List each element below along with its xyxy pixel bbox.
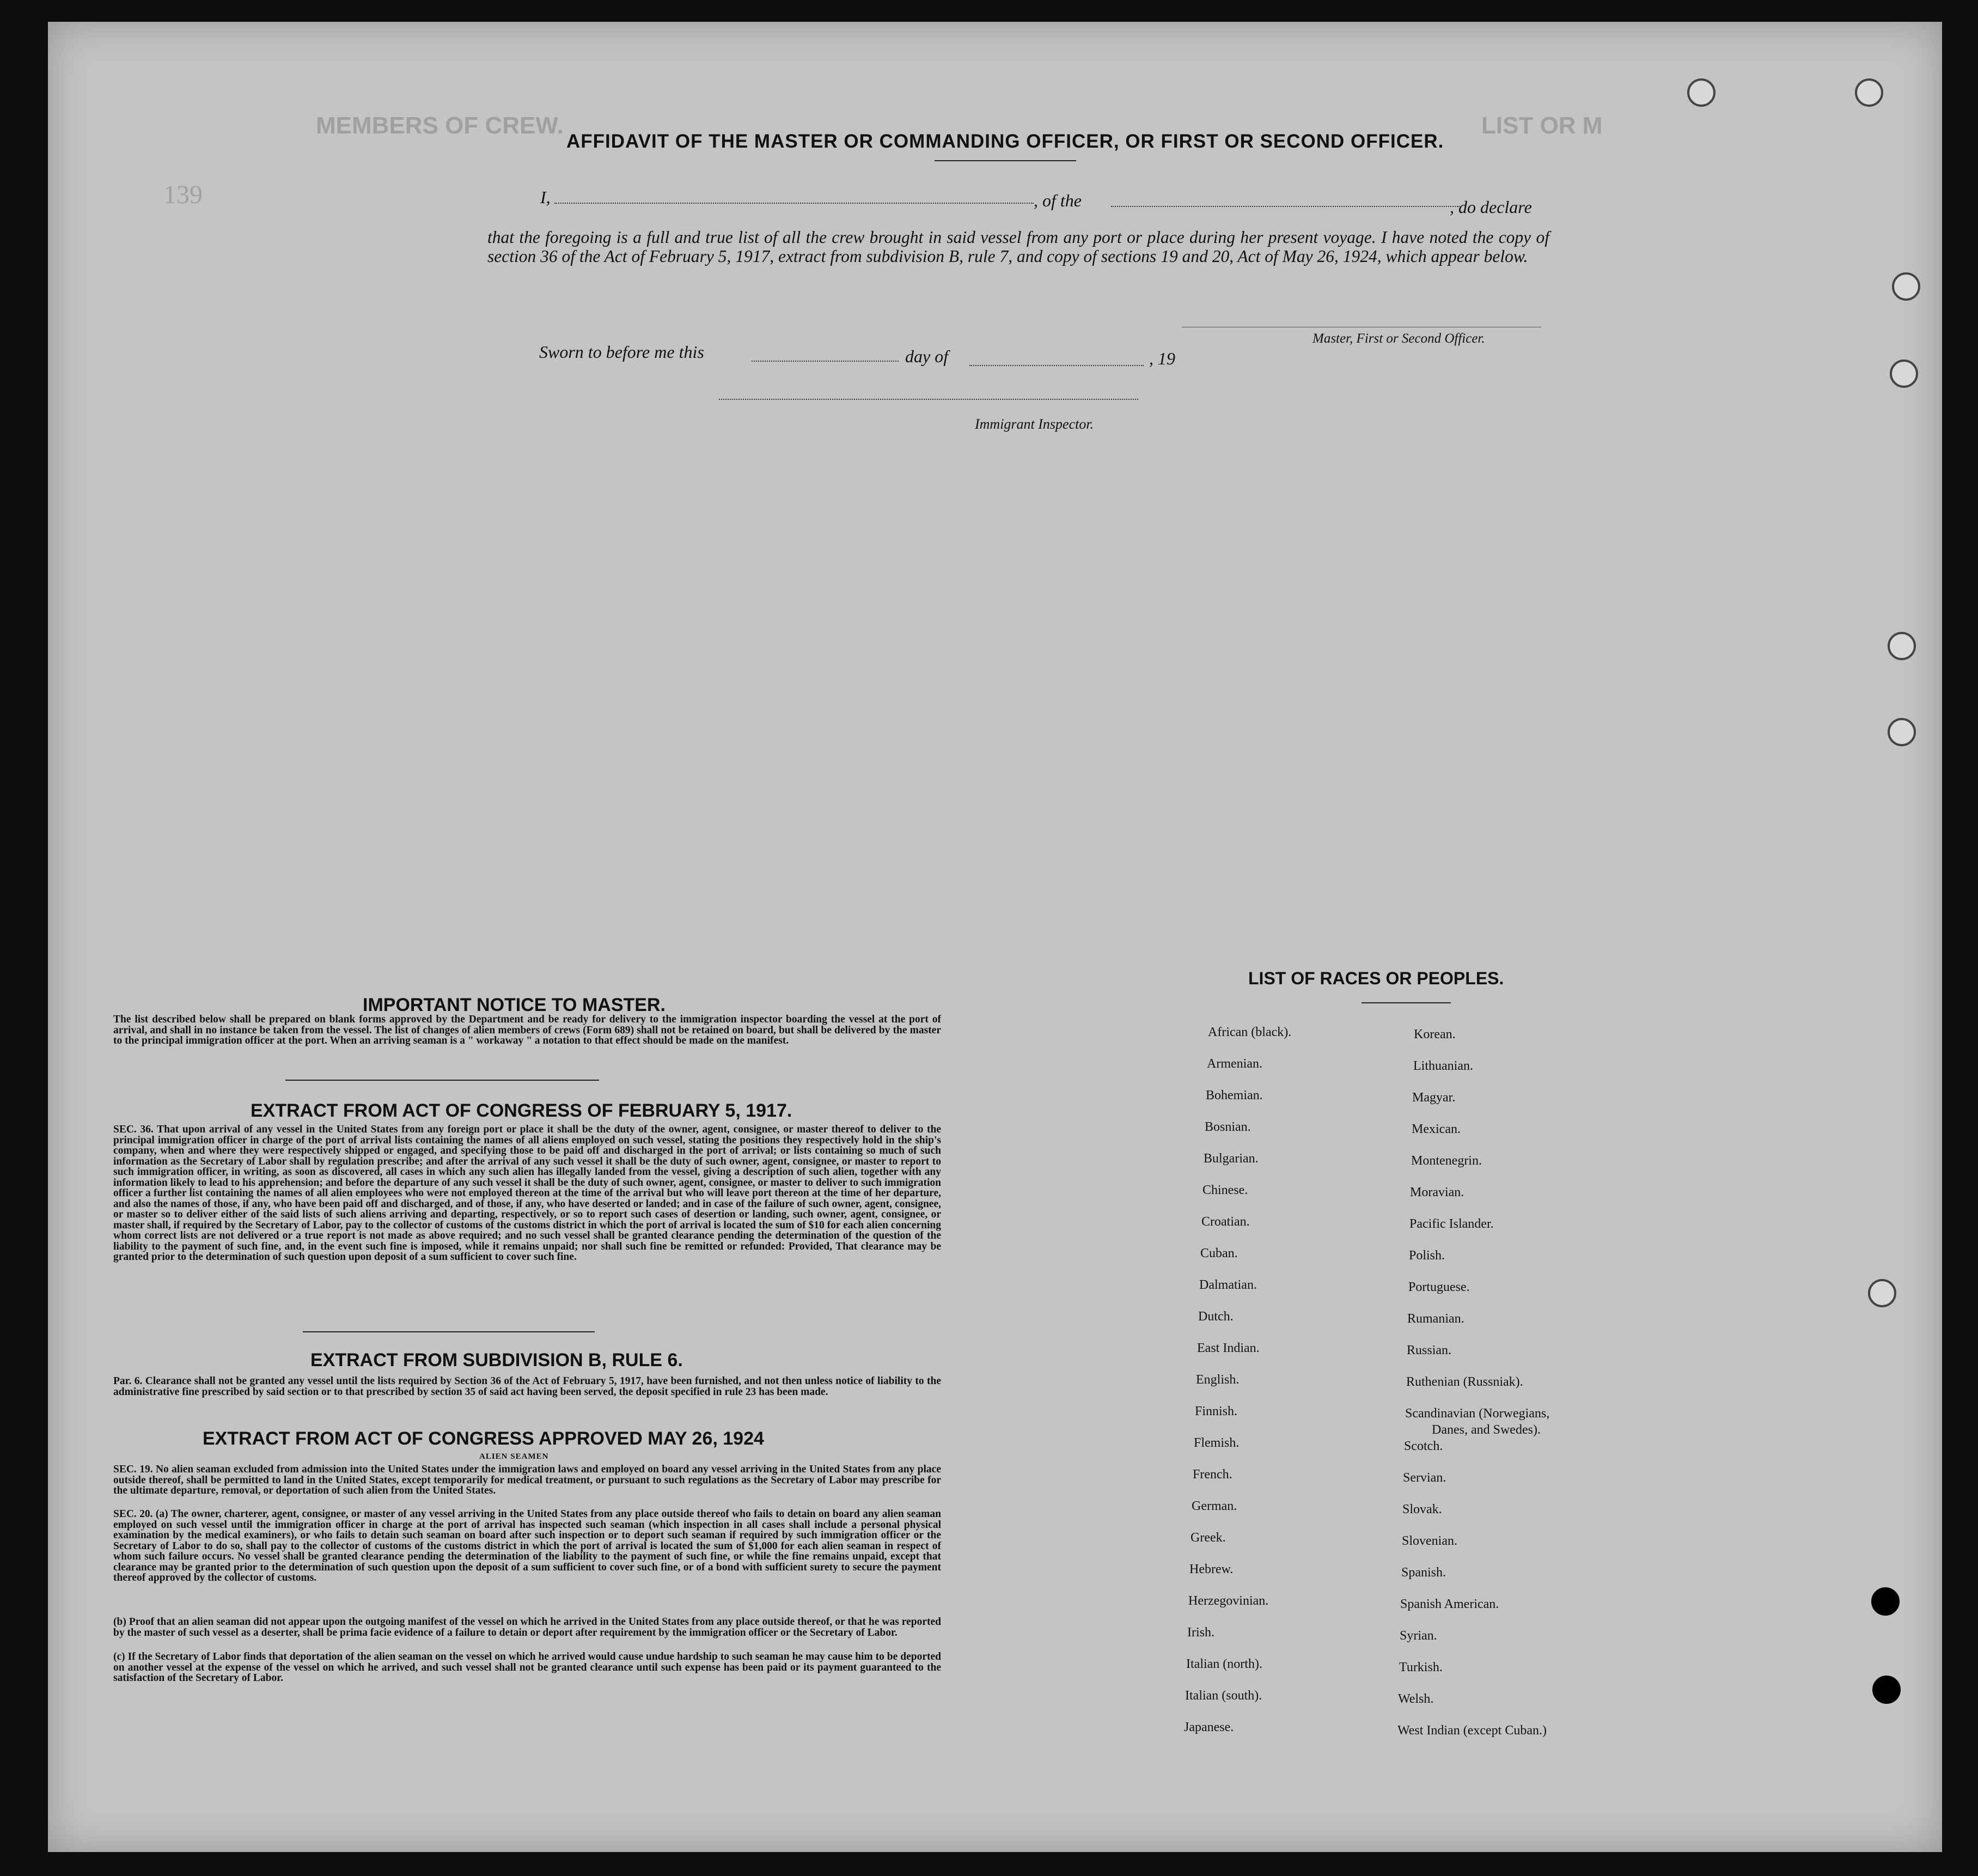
race-item: Chinese. bbox=[1202, 1183, 1248, 1197]
sec-19-text: SEC. 19. No alien seaman excluded from admission into the United States under the immigration laws and employed on board any vessel arriving in the United States from any place outside thereof, shall be permitted to land in the United States, except temporarily for medical treatment, or pursuant to such regulations as the Secretary of Labor may prescribe for the ultimate departure, removal, or deportation of such alien from the United States. bbox=[113, 1464, 941, 1496]
vessel-blank bbox=[1111, 206, 1460, 207]
race-item: Portuguese. bbox=[1408, 1280, 1470, 1294]
races-title: LIST OF RACES OR PEOPLES. bbox=[1248, 969, 1504, 988]
affidavit-title: AFFIDAVIT OF THE MASTER OR COMMANDING OFFICER, OR FIRST OR SECOND OFFICER. bbox=[566, 131, 1444, 152]
rule-6-title: EXTRACT FROM SUBDIVISION B, RULE 6. bbox=[310, 1350, 683, 1371]
race-item: Syrian. bbox=[1400, 1629, 1437, 1643]
month-blank bbox=[969, 365, 1144, 366]
notice-text: The list described below shall be prepared on blank forms approved by the Department and be ready for delivery to the immigration inspector boarding the vessel at the port of arrival, and shall in no instance be taken from the vessel. The list of changes of alien members of crews (Form 689) shall not be retained on board, but shall be delivered by the master to the principal immigration officer at the port. When an arriving seaman is a " workaway " a notation to that effect should be made on the manifest. bbox=[113, 1014, 941, 1046]
race-item: Slovenian. bbox=[1402, 1534, 1457, 1548]
punch-hole bbox=[1888, 632, 1916, 660]
race-item: Ruthenian (Russniak). bbox=[1406, 1375, 1523, 1389]
name-blank bbox=[554, 203, 1034, 204]
race-item: Spanish American. bbox=[1400, 1597, 1499, 1611]
race-item: Rumanian. bbox=[1407, 1312, 1464, 1326]
bleed-through-text: MEMBERS OF CREW. bbox=[316, 112, 564, 139]
race-item: Montenegrin. bbox=[1411, 1154, 1482, 1168]
race-item: Greek. bbox=[1191, 1531, 1226, 1545]
race-item: German. bbox=[1192, 1499, 1237, 1513]
race-item: Scotch. bbox=[1404, 1439, 1443, 1453]
inspector-signature-line bbox=[719, 399, 1138, 400]
punch-hole bbox=[1872, 1676, 1901, 1704]
race-item: East Indian. bbox=[1197, 1341, 1260, 1355]
divider bbox=[1362, 1002, 1451, 1003]
extract-1924-title: EXTRACT FROM ACT OF CONGRESS APPROVED MAY 26, 1924 bbox=[203, 1428, 764, 1449]
race-item: Croatian. bbox=[1201, 1215, 1250, 1229]
punch-hole bbox=[1888, 718, 1916, 746]
bleed-through-text: LIST OR M bbox=[1481, 112, 1603, 139]
race-item: Scandinavian (Norwegians, bbox=[1405, 1406, 1550, 1421]
year-label: , 19 bbox=[1149, 349, 1175, 368]
race-item: Polish. bbox=[1409, 1248, 1445, 1263]
sec-20a-text: SEC. 20. (a) The owner, charterer, agent, consignee, or master of any vessel arriving in the United States from any place outside thereof who fails to detain on board any alien seaman employed on such vessel until the immigration officer in charge at the port of arrival has inspected such seaman (which inspection in all cases shall include a personal physical examination by the medical examiners), or who fails to detain such seaman on board after such inspection or to deport such seaman if required by such immigration officer or the Secretary of Labor to do so, shall pay to the collector of customs of the customs district in which the port of arrival is located the sum of $1,000 for each alien seaman in respect of whom such failure occurs. No vessel shall be granted clearance pending the determination of the liability to the payment of such fine, or while the fine remains unpaid, except that clearance may be granted prior to the determination of such question upon the deposit of a sum sufficient to cover such fine, or of a bond with sufficient surety to secure the payment thereof approved by the collector of customs. bbox=[113, 1508, 941, 1583]
bleed-through-page-number: 139 bbox=[163, 180, 203, 209]
affidavit-do-declare-label: , do declare bbox=[1450, 197, 1532, 217]
race-item: Servian. bbox=[1403, 1471, 1446, 1485]
rule-6-text: Par. 6. Clearance shall not be granted any vessel until the lists required by Section 36 of the Act of February 5, 1917, have been furnished, and not then unless notice of liability to the administrative fine prescribed by said section or to that prescribed by section 35 of said act having been served, the deposit specified in rule 23 has been made. bbox=[113, 1375, 941, 1398]
affidavit-i-label: I, bbox=[540, 187, 551, 207]
race-item: Bosnian. bbox=[1205, 1120, 1251, 1134]
extract-1924-subtitle: ALIEN SEAMEN bbox=[479, 1452, 549, 1461]
day-blank bbox=[752, 361, 899, 362]
punch-hole bbox=[1871, 1587, 1900, 1616]
master-signature-label: Master, First or Second Officer. bbox=[1312, 331, 1485, 346]
race-item: Danes, and Swedes). bbox=[1432, 1423, 1541, 1437]
race-item: Moravian. bbox=[1410, 1185, 1464, 1199]
race-item: Slovak. bbox=[1402, 1502, 1442, 1516]
divider bbox=[303, 1331, 595, 1332]
divider bbox=[935, 160, 1076, 161]
sworn-label: Sworn to before me this bbox=[539, 342, 704, 362]
race-item: Dalmatian. bbox=[1199, 1278, 1257, 1292]
race-item: Armenian. bbox=[1207, 1057, 1262, 1071]
sec-20c-text: (c) If the Secretary of Labor finds that deportation of the alien seaman on the vessel on which he arrived would cause undue hardship to such seaman he may cause him to be deported on another vessel at the expense of the vessel on which he arrived, and such vessel shall not be granted clearance until such expense has been paid or its payment guaranteed to the satisfaction of the Secretary of Labor. bbox=[113, 1651, 941, 1684]
race-item: Spanish. bbox=[1401, 1566, 1446, 1580]
punch-hole bbox=[1855, 78, 1883, 107]
inspector-signature-label: Immigrant Inspector. bbox=[975, 416, 1094, 432]
race-item: Bulgarian. bbox=[1204, 1152, 1259, 1166]
race-item: French. bbox=[1193, 1467, 1232, 1482]
race-item: English. bbox=[1196, 1373, 1240, 1387]
punch-hole bbox=[1868, 1279, 1896, 1307]
extract-1917-title: EXTRACT FROM ACT OF CONGRESS OF FEBRUARY 5, 1917. bbox=[251, 1100, 792, 1121]
race-item: Turkish. bbox=[1399, 1660, 1443, 1674]
race-item: Korean. bbox=[1414, 1027, 1456, 1041]
affidavit-of-the-label: , of the bbox=[1034, 191, 1082, 210]
race-item: Welsh. bbox=[1398, 1692, 1434, 1706]
race-item: Italian (south). bbox=[1185, 1689, 1262, 1703]
race-item: Pacific Islander. bbox=[1409, 1217, 1494, 1231]
race-item: Italian (north). bbox=[1186, 1657, 1262, 1671]
race-item: Irish. bbox=[1187, 1625, 1214, 1640]
race-item: West Indian (except Cuban.) bbox=[1397, 1723, 1547, 1738]
divider bbox=[285, 1080, 599, 1081]
extract-1917-text: SEC. 36. That upon arrival of any vessel in the United States from any foreign port or place it shall be the duty of the owner, agent, consignee, or master thereof to deliver to the principal immigration officer in charge of the port of arrival lists containing the names of all aliens employed on such vessel, stating the positions they respectively hold in the ship's company, when and where they were respectively shipped or engaged, and specifying those to be paid off and discharged in the port of arrival; or lists containing so much of such information as the Secretary of Labor shall by regulation prescribe; and after the arrival of any such vessel it shall be the duty of such owner, agent, consignee, or master to report to such immigration officer, in writing, as soon as discovered, all cases in which any such alien has illegally landed from the vessel, giving a description of such alien, together with any information likely to lead to his apprehension; and before the departure of any such vessel it shall be the duty of such owner, agent, consignee, or master to deliver to such immigration officer a further list containing the names of all alien employees who were not employed thereon at the time of the arrival but who will leave port thereon at the time of her departure, and also the names of those, if any, who have been paid off and discharged, and of those, if any, who have deserted or landed; and in case of the failure of such owner, agent, consignee, or master so to deliver either of the said lists of such aliens arriving and departing, respectively, or so to report such cases of desertion or landing, such owner, agent, consignee, or master shall, if required by the Secretary of Labor, pay to the collector of customs of the customs district in which the port of arrival is located the sum of $10 for each alien concerning whom correct lists are not delivered or a true report is not made as above required; and no such vessel shall be granted clearance pending the determination of the question of the liability to the payment of such fine, and, in the event such fine is imposed, while it remains unpaid; nor shall such fine be remitted or refunded: Provided, That clearance may be granted prior to the determination of such question upon deposit of a sum sufficient to cover such fine. bbox=[113, 1124, 941, 1263]
race-item: Dutch. bbox=[1198, 1309, 1234, 1324]
race-item: Flemish. bbox=[1194, 1436, 1240, 1450]
race-item: Hebrew. bbox=[1189, 1562, 1234, 1576]
race-item: Russian. bbox=[1407, 1343, 1452, 1357]
day-of-label: day of bbox=[905, 346, 949, 366]
punch-hole bbox=[1890, 360, 1918, 388]
race-item: Herzegovinian. bbox=[1188, 1594, 1269, 1608]
punch-hole bbox=[1687, 78, 1716, 107]
race-item: Magyar. bbox=[1412, 1091, 1456, 1105]
sec-20b-text: (b) Proof that an alien seaman did not appear upon the outgoing manifest of the vessel on which he arrived in the United States from any place outside thereof, or that he was reported by the master of such vessel as a deserter, shall be prima facie evidence of a failure to detain or deport after requirement by the immigration officer or the Secretary of Labor. bbox=[113, 1616, 941, 1639]
race-item: Mexican. bbox=[1412, 1122, 1461, 1136]
race-item: Cuban. bbox=[1200, 1246, 1238, 1260]
affidavit-body: that the foregoing is a full and true list of all the crew brought in said vessel from any port or place during her present voyage. I have noted the copy of section 36 of the Act of February 5, 1917, extract from subdivision B, rule 7, and copy of sections 19 and 20, Act of May 26, 1924, which appear below. bbox=[487, 228, 1549, 266]
notice-title: IMPORTANT NOTICE TO MASTER. bbox=[363, 995, 666, 1015]
race-item: African (black). bbox=[1208, 1025, 1292, 1039]
race-item: Japanese. bbox=[1184, 1720, 1234, 1734]
race-item: Lithuanian. bbox=[1413, 1059, 1473, 1073]
race-item: Bohemian. bbox=[1206, 1088, 1263, 1103]
race-item: Finnish. bbox=[1195, 1404, 1238, 1418]
punch-hole bbox=[1892, 272, 1920, 301]
